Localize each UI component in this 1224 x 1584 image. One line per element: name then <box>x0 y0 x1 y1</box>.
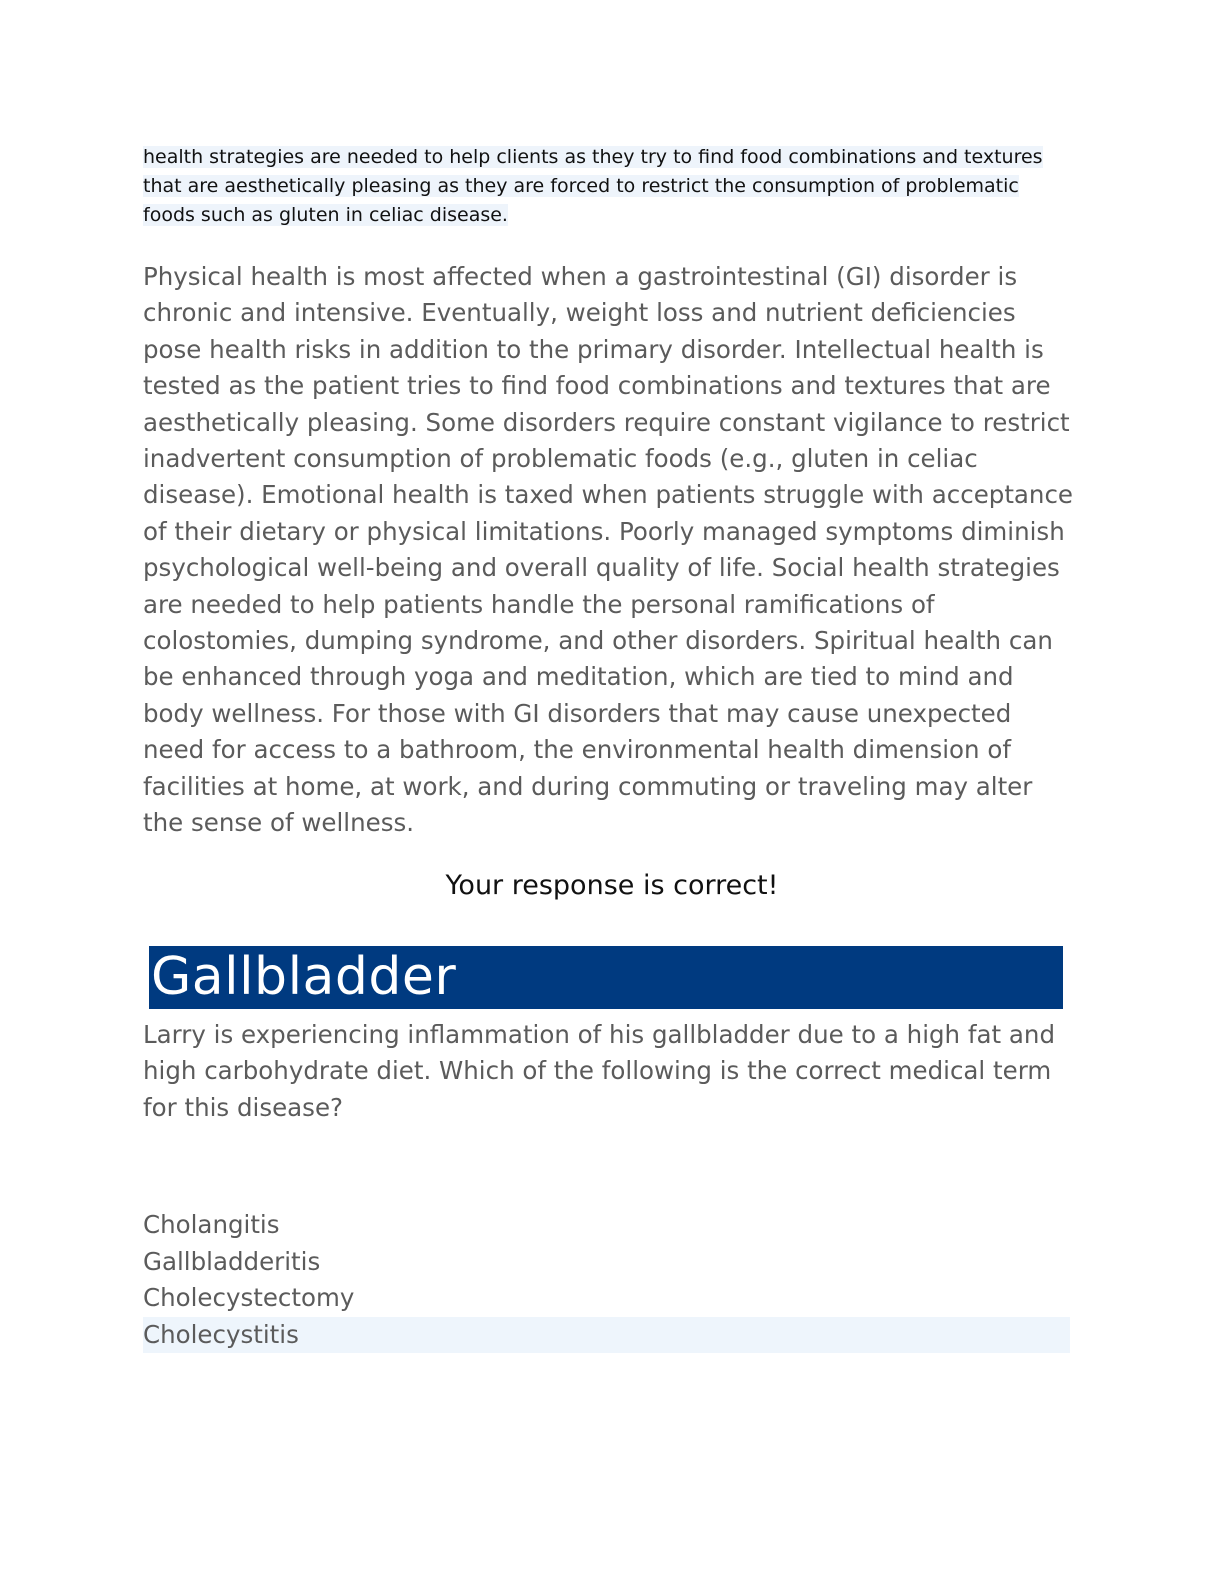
answer-option-cholecystectomy[interactable]: Cholecystectomy <box>143 1283 355 1312</box>
section-banner <box>149 946 1063 1009</box>
answer-option-cholangitis[interactable]: Cholangitis <box>143 1210 280 1239</box>
answer-option-gallbladderitis[interactable]: Gallbladderitis <box>143 1246 321 1276</box>
answer-option-cholecystitis[interactable]: Cholecystitis <box>143 1317 1070 1354</box>
previous-feedback-text: health strategies are needed to help clients as they try to find food combinations and textures that are aesthetically pleasing as they are forced to restrict the consumption of problematic foods such as gluten in celiac disease. <box>143 146 1043 226</box>
response-feedback: Your response is correct! <box>445 870 779 901</box>
section-title: Gallbladder <box>151 947 457 1007</box>
previous-feedback-snippet <box>143 143 1063 230</box>
question-text: Larry is experiencing inflammation of his gallbladder due to a high fat and high carbohydrate diet. Which of the following is the correct medical term for this disease? <box>143 1020 1055 1122</box>
answer-options <box>143 1207 1070 1353</box>
answer-explanation: Physical health is most affected when a gastrointestinal (GI) disorder is chronic and intensive. Eventually, weight loss and nutrient deficiencies pose health risks in addition to the primary disorder. Intellectual health is tested as the patient tries to find food combinations and textures that are aesthetically pleasing. Some disorders require constant vigilance to restrict inadvertent consumption of problematic foods (e.g., gluten in celiac disease). Emotional health is taxed when patients struggle with acceptance of their dietary or physical limitations. Poorly managed symptoms diminish psychological well-being and overall quality of life. Social health strategies are needed to help patients handle the personal ramifications of colostomies, dumping syndrome, and other disorders. Spiritual health can be enhanced through yoga and meditation, which are tied to mind and body wellness. For those with GI disorders that may cause unexpected need for access to a bathroom, the environmental health dimension of facilities at home, at work, and during commuting or traveling may alter the sense of wellness. <box>143 262 1074 838</box>
